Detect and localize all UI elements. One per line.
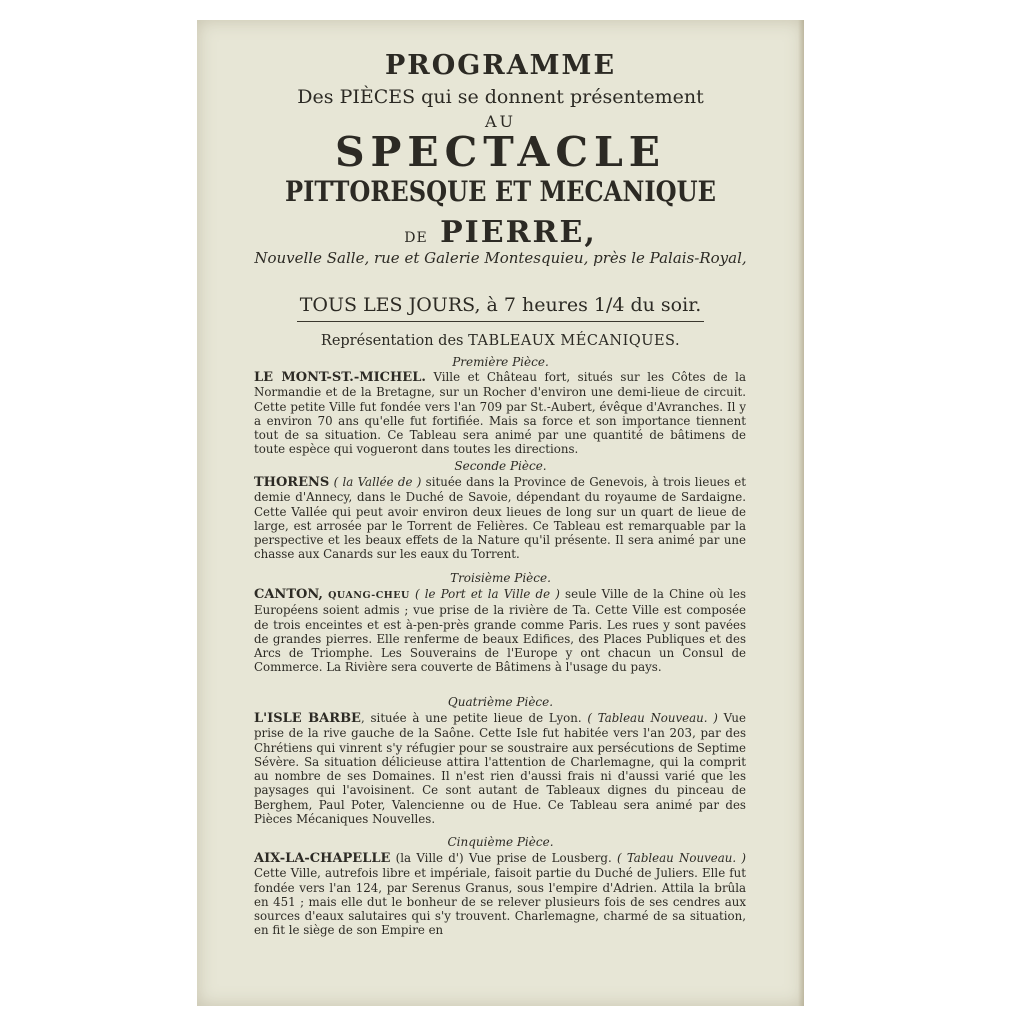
piece-3-label: Troisième Pièce.: [450, 571, 551, 585]
piece-4-label: Quatrième Pièce.: [447, 695, 554, 709]
piece-1-label: Première Pièce.: [452, 355, 549, 369]
piece-5-lead: AIX-LA-CHAPELLE: [254, 851, 391, 866]
piece-3-small-caps: QUANG-CHEU: [322, 590, 410, 601]
de-word: DE: [404, 230, 428, 246]
piece-4-entry: [254, 711, 746, 826]
piece-5-body-a: (la Ville d') Vue prise de Lousberg.: [390, 851, 612, 865]
piece-5-entry: [254, 851, 746, 938]
piece-2-italic: ( la Vallée de ): [329, 475, 422, 489]
piece-3-italic: ( le Port et la Ville de ): [409, 587, 560, 601]
representation-prefix: Représentation des: [320, 333, 464, 349]
piece-4-lead: L'ISLE BARBE: [254, 711, 361, 726]
piece-1-entry: [254, 370, 746, 457]
spectacle-title: SPECTACLE: [334, 128, 667, 176]
piece-4-body-a: , située à une petite lieue de Lyon.: [360, 711, 582, 725]
venue-address: Nouvelle Salle, rue et Galerie Montesquieu, près le Palais-Royal,: [254, 249, 747, 267]
piece-2-entry: [254, 475, 746, 562]
piece-4-italic: ( Tableau Nouveau. ): [581, 711, 718, 725]
piece-2-label: Seconde Pièce.: [454, 459, 547, 473]
piece-5-italic: ( Tableau Nouveau. ): [611, 851, 746, 865]
piece-3-lead: CANTON,: [254, 587, 323, 602]
pierre-name: PIERRE,: [440, 215, 597, 250]
programme-heading: PROGRAMME: [384, 50, 617, 81]
piece-4-body: Vue prise de la rive gauche de la Saône. Cette Isle fut habitée vers l'an 203, par des Chrétiens qui vinrent s'y réfugier pour se soustraire aux persécutions de Septime Sévère. Sa situation délicieuse attira l'attention de Charlemagne, qui la comprit au nombre de ses Domaines. Il n'est rien d'aussi frais ni d'aussi varié que les paysages qui l'avoisinent. Ce sont autant de Tableaux dignes du pinceau de Berghem, Paul Poter, Valencienne ou de Hue. Ce Tableau sera animé par des Pièces Mécaniques Nouvelles.: [254, 711, 746, 827]
piece-2-body: située dans la Province de Genevois, à trois lieues et demie d'Annecy, dans le Duché de Savoie, dépendant du royaume de Sardaigne. Cette Vallée qui peut avoir environ deux lieues de long sur un quart de lieue de large, est arrosée par le Torrent de Felières. Ce Tableau est remarquable par la perspective et les beaux effets de la Nature qu'il présente. Il sera animé par une chasse aux Canards sur les eaux du Torrent.: [254, 475, 746, 562]
pieces-line: Des PIÈCES qui se donnent présentement: [297, 86, 704, 108]
piece-3-entry: [254, 587, 746, 675]
spectacle-subtitle: PITTORESQUE ET MECANIQUE: [285, 175, 716, 208]
representation-title: TABLEAUX MÉCANIQUES.: [468, 333, 681, 349]
programme-sheet: [197, 20, 804, 1006]
pierre-line: [197, 215, 804, 250]
piece-2-lead: THORENS: [254, 475, 330, 490]
piece-1-lead: LE MONT-ST.-MICHEL.: [254, 370, 426, 385]
schedule-line: TOUS LES JOURS, à 7 heures 1/4 du soir.: [299, 294, 702, 316]
representation-heading: [197, 333, 804, 349]
header-divider: [297, 321, 704, 322]
au-line: AU: [484, 112, 517, 131]
piece-1-body: Ville et Château fort, situés sur les Côtes de la Normandie et de la Bretagne, sur un Rocher d'environ une demi-lieue de circuit. Cette petite Ville fut fondée vers l'an 709 par St.-Aubert, évêque d'Avranches. Il y a environ 70 ans qu'elle fut fortifiée. Mais sa force et son importance tiennent tout de sa situation. Ce Tableau sera animé par une quantité de bâtimens de toute espèce qui vogueront dans toutes les directions.: [254, 370, 746, 457]
piece-5-body: Cette Ville, autrefois libre et impériale, faisoit partie du Duché de Juliers. Elle fut fondée vers l'an 124, par Serenus Granus, sous l'empire d'Adrien. Attila la brûla en 451 ; mais elle dut le bonheur de se relever plusieurs fois de ses cendres aux sources d'eaux salutaires qui s'y trouvent. Charlemagne, charmé de sa situation, en fit le siège de son Empire en: [254, 866, 746, 938]
piece-3-body: seule Ville de la Chine où les Européens soient admis ; vue prise de la rivière de Ta. Cette Ville est composée de trois enceintes et est à-pen-près grande comme Paris. Les rues y sont pavées de grandes pierres. Elle renferme de beaux Edifices, des Places Publiques et des Arcs de Triomphe. Les Souverains de l'Europe y ont chacun un Consul de Commerce. La Rivière sera couverte de Bâtimens à l'usage du pays.: [254, 587, 746, 675]
piece-5-label: Cinquième Pièce.: [447, 835, 554, 849]
